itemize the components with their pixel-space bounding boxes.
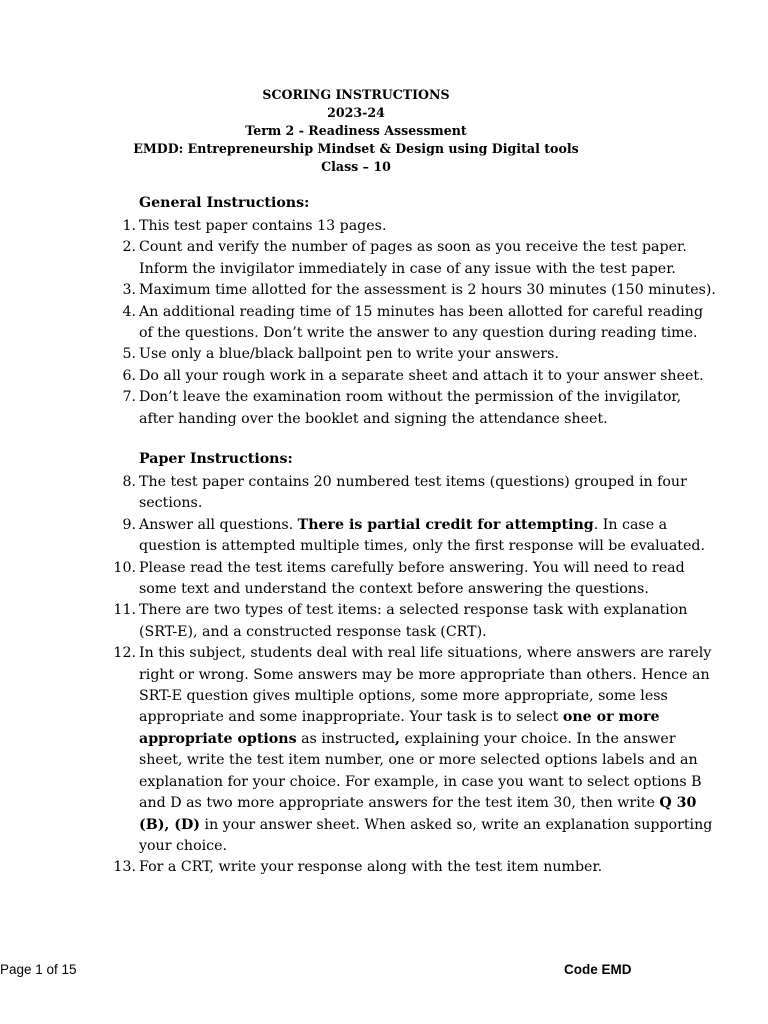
general-instructions-list: [0, 216, 719, 430]
list-item: 3. Maximum time allotted for the assessment is 2 hours 30 minutes (150 minutes).: [122, 282, 716, 299]
list-item: 13. For a CRT, write your response along with the test item number.: [113, 859, 603, 876]
list-item: 6. Do all your rough work in a separate sheet and attach it to your answer sheet.: [122, 367, 704, 384]
header-class: Class – 10: [321, 159, 391, 174]
list-item: 8. The test paper contains 20 numbered test items (questions) grouped in four sections.: [122, 474, 687, 512]
list-item: 10. Please read the test items carefully before answering. You will need to read some text and understand the context before answering the questions.: [113, 559, 685, 598]
document-code: Code EMD: [564, 962, 632, 977]
list-item: 12. In this subject, students deal with real life situations, where answers are rarely right or wrong. Some answers may be more appropriate than others. Hence an SRT-E question gives multiple options, some more appropriate, some less appropriate and some inappropriate. Your task is to select one or more appropriate options as instructed, explaining your choice. In the answer sheet, write the test item number, one or more selected options labels and an explanation for your choice. For example, in case you want to select options B and D as two more appropriate answers for the test item 30, then write Q 30 (B), (D) in your answer sheet. When asked so, write an explanation supporting your choice.: [113, 645, 713, 854]
list-item: 4. An additional reading time of 15 minutes has been allotted for careful reading of the questions. Don’t write the answer to any question during reading time.: [122, 303, 704, 342]
list-item: 9. Answer all questions. There is partial credit for attempting. In case a question is attempted multiple times, only the first response will be evaluated.: [122, 516, 705, 555]
page-number: Page 1 of 15: [0, 962, 77, 977]
list-item: 1. This test paper contains 13 pages.: [122, 218, 387, 234]
paper-instructions-list: [0, 472, 719, 879]
list-item: 2. Count and verify the number of pages as soon as you receive the test paper. Inform the invigilator immediately in case of any issue with the test paper.: [122, 239, 687, 277]
list-item: 5. Use only a blue/black ballpoint pen to write your answers.: [122, 346, 559, 363]
header-subject: EMDD: Entrepreneurship Mindset & Design using Digital tools: [133, 141, 579, 156]
general-instructions-title: General Instructions:: [139, 195, 310, 211]
header-year: 2023-24: [327, 105, 385, 120]
header-title: SCORING INSTRUCTIONS: [262, 87, 450, 102]
paper-instructions-title: Paper Instructions:: [139, 451, 293, 467]
list-item: 11. There are two types of test items: a selected response task with explanation (SRT-E), and a constructed response task (CRT).: [113, 602, 688, 640]
list-item: 7. Don’t leave the examination room without the permission of the invigilator, after handing over the booklet and signing the attendance sheet.: [122, 389, 682, 427]
document-header: [0, 86, 712, 176]
header-term: Term 2 - Readiness Assessment: [245, 123, 467, 138]
